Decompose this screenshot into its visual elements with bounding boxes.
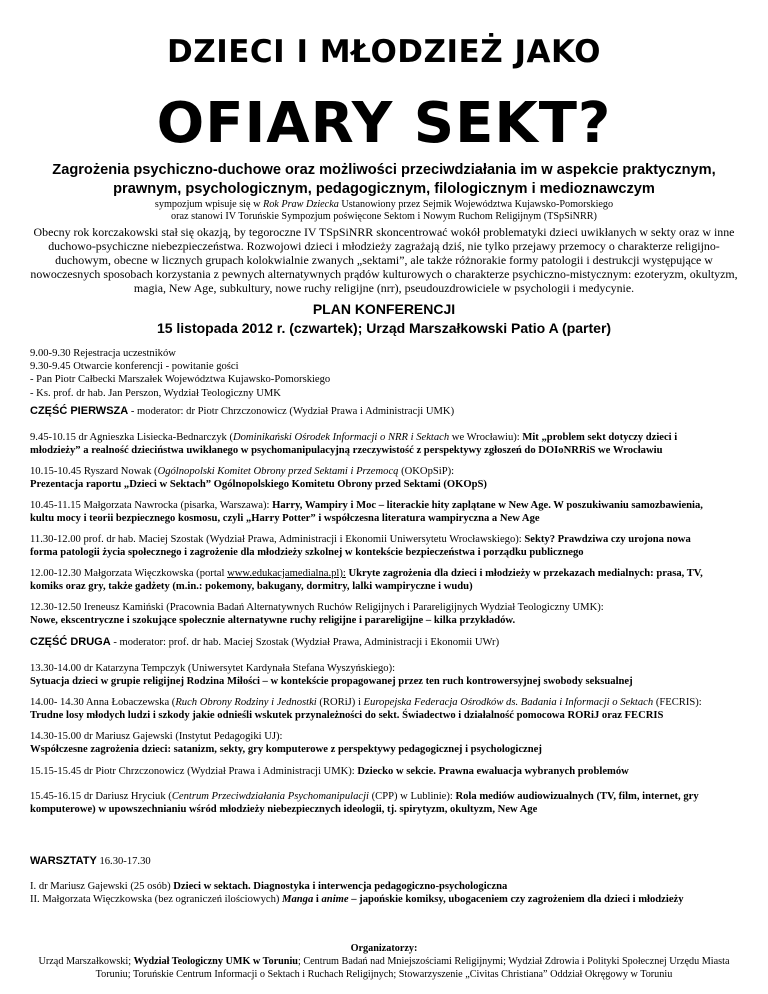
talk-title: Ukryte zagrożenia dla dzieci i młodzieży w przekazach medialnych: prasa, TV, xyxy=(345,568,703,579)
talk-speaker: 12.00-12.30 Małgorzata Więczkowska (portal xyxy=(30,568,228,579)
talk-title: Harry, Wampiry i Moc – literackie hity zaplątane w New Age. W poszukiwaniu samozbawienia, xyxy=(272,500,703,511)
workshop-leader: II. Małgorzata Więczkowska (bez ograniczeń ilościowych) xyxy=(30,894,283,906)
workshop-title: – japońskie komiksy, ubogaceniem czy zagrożeniem dla dzieci i młodzieży xyxy=(348,894,684,906)
symposium-text: sympozjum wpisuje się w xyxy=(154,199,263,210)
talk-title: Mit „problem sekt dotyczy dzieci i xyxy=(522,432,678,443)
talk-speaker: 10.45-11.15 Małgorzata Nawrocka (pisarka, Warszawa): xyxy=(30,500,273,511)
part2-label: CZĘŚĆ DRUGA xyxy=(30,636,111,648)
talk-speaker: 13.30-14.00 dr Katarzyna Tempczyk (Uniwersytet Kardynała Stefana Wyszyńskiego): xyxy=(30,663,396,674)
talk-title: Prezentacja raportu „Dzieci w Sektach” Ogólnopolskiego Komitetu Obrony przed Sektami (OKOpS) xyxy=(30,479,487,491)
schedule-item: 9.30-9.45 Otwarcie konferencji - powitanie gości xyxy=(30,361,239,373)
workshop-title-term-2: anime xyxy=(321,894,349,906)
organizer-line-2: Toruniu; Toruńskie Centrum Informacji o Sektach i Ruchach Religijnych; Stowarzyszenie „Civitas Christiana” Oddział Okręgowy w Toruniu xyxy=(95,968,673,980)
talk-speaker: 15.15-15.45 dr Piotr Chrzczonowicz (Wydział Prawa i Administracji UMK): xyxy=(30,766,358,777)
talk-item xyxy=(30,431,742,457)
symposium-year-name: Rok Praw Dziecka xyxy=(262,199,339,210)
workshops-header xyxy=(30,855,742,868)
organizers-list xyxy=(20,956,748,981)
talk-title: Sekty? Prawdziwa czy urojona nowa xyxy=(524,534,691,545)
symposium-note xyxy=(60,199,708,223)
talk-title-cont: komputerowe) w upowszechnianiu wśród młodzieży niebezpiecznych ideologii, tj. spirytyzm, okultyzm, New Age xyxy=(30,804,538,816)
talk-speaker: 14.30-15.00 dr Mariusz Gajewski (Instytut Pedagogiki UJ): xyxy=(30,731,283,742)
talk-title: Rola mediów audiowizualnych (TV, film, internet, gry xyxy=(455,791,699,802)
organizers-heading: Organizatorzy: xyxy=(350,943,418,954)
workshops-label: WARSZTATY xyxy=(30,855,97,867)
talk-affiliation: Ogólnopolski Komitet Obrony przed Sektami i Przemocą xyxy=(157,466,399,477)
talk-speaker: 15.45-16.15 dr Dariusz Hryciuk ( xyxy=(30,791,172,802)
talk-item xyxy=(30,601,742,627)
talk-title: Współczesne zagrożenia dzieci: satanizm, sekty, gry komputerowe z perspektywy pedagogicznej i psychologicznej xyxy=(30,744,542,756)
talk-title: Trudne losy młodych ludzi i szkody jakie odnieśli wskutek przynależności do sekt. Świadectwo i działalność pomocowa RORiJ oraz FECRIS xyxy=(30,710,664,722)
organizer-rest: ; Centrum Badań nad Mniejszościami Religijnymi; Wydział Zdrowia i Polityki Społecznej Urzędu Miasta xyxy=(297,956,730,967)
talk-item xyxy=(30,790,742,816)
subtitle xyxy=(40,161,728,199)
part1-moderator: - moderator: dr Piotr Chrzczonowicz (Wydział Prawa i Administracji UMK) xyxy=(128,406,455,417)
schedule-item: - Pan Piotr Całbecki Marszałek Województwa Kujawsko-Pomorskiego xyxy=(30,374,331,386)
plan-date: 15 listopada 2012 r. (czwartek); Urząd Marszałkowski Patio A (parter) xyxy=(156,320,612,336)
talk-location: (OKOpSiP): xyxy=(398,466,455,477)
symposium-note-line-2: oraz stanowi IV Toruńskie Sympozjum poświęcone Sektom i Nowym Ruchom Religijnym (TSpSiNRR) xyxy=(171,211,597,222)
talk-item xyxy=(30,730,742,756)
talk-affiliation-abbr: (RORiJ) i xyxy=(316,697,364,708)
plan-heading: PLAN KONFERENCJI xyxy=(312,301,456,317)
workshop-title-joiner: i xyxy=(313,894,322,906)
subtitle-line-2: prawnym, psychologicznym, pedagogicznym, filologicznym i medioznawczym xyxy=(113,181,655,197)
title-line-1: DZIECI I MŁODZIEŻ JAKO xyxy=(166,34,602,70)
workshop-title-term: Manga xyxy=(282,894,314,906)
talk-title-cont: forma patologii życia społecznego i zagrożenie dla młodzieży szkolnej w kontekście bezpieczeństwa i porządku publicznego xyxy=(30,547,584,559)
talk-title-cont: komiks oraz gry, także gadżety (m.in.: pokemony, bakugany, dormitry, lalki wampiryczne i wudu) xyxy=(30,581,473,593)
organizer: Urząd Marszałkowski; xyxy=(38,956,134,967)
title-line-2: OFIARY SEKT? xyxy=(156,91,612,156)
symposium-text-2: Ustanowiony przez Sejmik Województwa Kujawsko-Pomorskiego xyxy=(338,199,614,210)
talk-affiliation-2: Europejska Federacja Ośrodków ds. Badania i Informacji o Sektach xyxy=(363,697,654,708)
talk-affiliation: Dominikański Ośrodek Informacji o NRR i Sektach xyxy=(232,432,450,443)
talk-speaker: 10.15-10.45 Ryszard Nowak ( xyxy=(30,466,158,477)
workshops-list xyxy=(30,880,742,906)
opening-schedule xyxy=(30,347,742,400)
portal-link[interactable]: www.edukacjamedialna.pl): xyxy=(227,568,346,579)
workshop-item xyxy=(30,880,742,893)
talk-location: we Wrocławiu): xyxy=(449,432,523,443)
workshop-title: Dzieci w sektach. Diagnostyka i interwencja pedagogiczno-psychologiczna xyxy=(173,881,508,892)
schedule-item: 9.00-9.30 Rejestracja uczestników xyxy=(30,348,176,359)
workshops-time: 16.30-17.30 xyxy=(96,856,151,867)
talk-item xyxy=(30,765,742,778)
organizer-main: Wydział Teologiczny UMK w Toruniu xyxy=(133,956,298,967)
talk-item xyxy=(30,662,742,688)
workshop-item xyxy=(30,893,742,906)
workshop-leader: I. dr Mariusz Gajewski (25 osób) xyxy=(30,881,174,892)
talk-speaker: 11.30-12.00 prof. dr hab. Maciej Szostak (Wydział Prawa, Administracji i Ekonomii Uniwersytetu Wrocławskiego): xyxy=(30,534,525,545)
talk-affiliation-abbr-2: (FECRIS): xyxy=(653,697,702,708)
talk-item xyxy=(30,533,742,559)
part2-header xyxy=(30,636,742,649)
talk-title-cont: młodzieży” a realność dzieciństwa uwikłanego w psychomanipulacyjną rzeczywistość z perspektywy zgłoszeń do DOIoNRRiS we Wrocławiu xyxy=(30,445,663,457)
talk-item xyxy=(30,499,742,525)
talk-title: Dziecko w sekcie. Prawna ewaluacja wybranych problemów xyxy=(357,766,629,777)
talk-affiliation: Ruch Obrony Rodziny i Jednostki xyxy=(175,697,317,708)
talk-speaker: 12.30-12.50 Ireneusz Kamiński (Pracownia Badań Alternatywnych Ruchów Religijnych i Parareligijnych Wydział Teologiczny UMK): xyxy=(30,602,604,613)
talk-item xyxy=(30,567,742,593)
part2-moderator: - moderator: prof. dr hab. Maciej Szostak (Wydział Prawa, Administracji i Ekonomii UWr) xyxy=(110,637,500,648)
talk-title: Nowe, ekscentryczne i szokujące społecznie alternatywne ruchy religijne i parareligijne – kilka przykładów. xyxy=(30,615,516,627)
part1-label: CZĘŚĆ PIERWSZA xyxy=(30,405,129,417)
subtitle-line-1: Zagrożenia psychiczno-duchowe oraz możliwości przeciwdziałania im w aspekcie praktycznym, xyxy=(52,162,716,178)
schedule-item: - Ks. prof. dr hab. Jan Perszon, Wydział Teologiczny UMK xyxy=(30,387,281,399)
talk-speaker: 9.45-10.15 dr Agnieszka Lisiecka-Bednarczyk ( xyxy=(30,432,233,443)
intro-paragraph: Obecny rok korczakowski stał się okazją, by tegoroczne IV TSpSiNRR skoncentrować wokół problematyki dzieci uwikłanych w sekty oraz w inne duchowo-psychiczne niebezpieczeństwa. Rozwojowi dzieci i młodzieży zagrażają dziś, nie tylko przejawy przemocy o charakterze religijno-duchowym, obecne w licznych grupach kolokwialnie zwanych „sektami”, ale także różnorakie formy patologii i destrukcji występujące w nowoczesnych sposobach korzystania z pewnych alternatywnych prądów kulturowych o charakterze psychiczno-mistycznym: ezoteryzm, okultyzm, magia, New Age, subkultury, nowe ruchy religijne (nrr), pseudouzdrowiciele w psychologii i medycynie. xyxy=(30,225,738,296)
talk-item xyxy=(30,465,742,491)
talk-affiliation: Centrum Przeciwdziałania Psychomanipulacji xyxy=(171,791,369,802)
talk-title: Sytuacja dzieci w grupie religijnej Rodzina Miłości – w kontekście propagowanej przez ten ruch kontrowersyjnej swobody seksualnej xyxy=(30,676,633,688)
talk-item xyxy=(30,696,742,722)
part1-header xyxy=(30,405,742,418)
talk-location: (CPP) w Lublinie): xyxy=(368,791,456,802)
talk-speaker: 14.00- 14.30 Anna Łobaczewska ( xyxy=(30,697,176,708)
symposium-note-line-1 xyxy=(60,199,708,211)
talk-title-cont: kultu mocy i teorii bezpiecznego kosmosu, czyli „Harry Potter” i współczesna literatura wampiryczna a New Age xyxy=(30,513,540,525)
